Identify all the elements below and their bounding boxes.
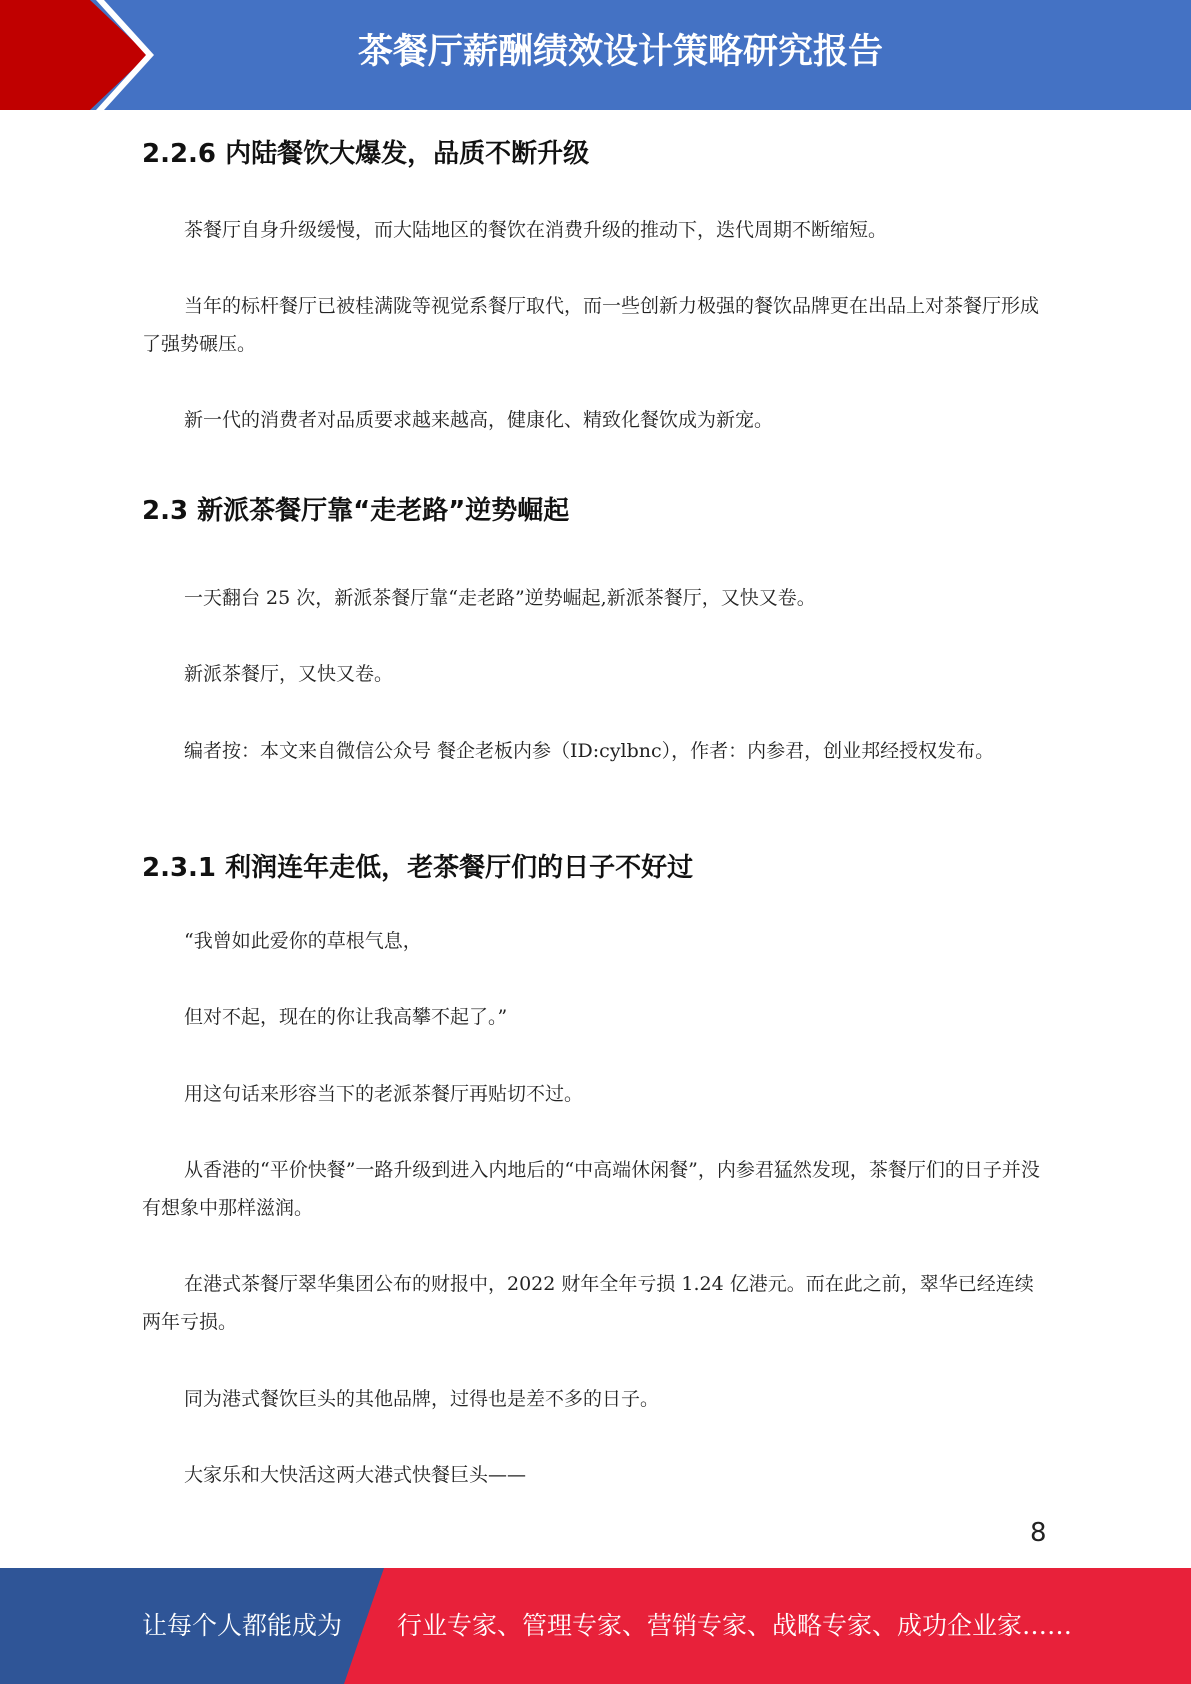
paragraph: 但对不起，现在的你让我高攀不起了。” bbox=[184, 1006, 508, 1028]
section-heading-2-2-6: 2.2.6 内陆餐饮大爆发，品质不断升级 bbox=[142, 139, 590, 169]
section-heading-2-3-1: 2.3.1 利润连年走低，老茶餐厅们的日子不好过 bbox=[142, 853, 694, 883]
paragraph: “我曾如此爱你的草根气息， bbox=[184, 930, 422, 952]
paragraph: 从香港的“平价快餐”一路升级到进入内地后的“中高端休闲餐”，内参君猛然发现，茶餐厅们的日子并没有想象中那样滋润。 bbox=[142, 1159, 1040, 1219]
section-heading-2-3: 2.3 新派茶餐厅靠“走老路”逆势崛起 bbox=[142, 496, 570, 526]
paragraph: 用这句话来形容当下的老派茶餐厅再贴切不过。 bbox=[184, 1083, 584, 1105]
footer-slogan-left: 让每个人都能成为 bbox=[142, 1611, 343, 1640]
page-header bbox=[0, 0, 1191, 110]
paragraph: 新派茶餐厅，又快又卷。 bbox=[184, 663, 394, 685]
paragraph: 当年的标杆餐厅已被桂满陇等视觉系餐厅取代，而一些创新力极强的餐饮品牌更在出品上对茶餐厅形成了强势碾压。 bbox=[142, 295, 1040, 355]
paragraph: 茶餐厅自身升级缓慢，而大陆地区的餐饮在消费升级的推动下，迭代周期不断缩短。 bbox=[184, 219, 888, 241]
paragraph: 同为港式餐饮巨头的其他品牌，过得也是差不多的日子。 bbox=[184, 1388, 660, 1410]
paragraph: 大家乐和大快活这两大港式快餐巨头—— bbox=[184, 1464, 527, 1486]
page-number: 8 bbox=[1030, 1518, 1047, 1548]
paragraph: 在港式茶餐厅翠华集团公布的财报中，2022 财年全年亏损 1.24 亿港元。而在此之前，翠华已经连续两年亏损。 bbox=[142, 1273, 1034, 1333]
report-title: 茶餐厅薪酬绩效设计策略研究报告 bbox=[357, 32, 883, 72]
page-footer bbox=[0, 1568, 1191, 1684]
footer-slogan-right: 行业专家、管理专家、营销专家、战略专家、成功企业家…… bbox=[397, 1611, 1073, 1640]
paragraph: 一天翻台 25 次，新派茶餐厅靠“走老路”逆势崛起,新派茶餐厅，又快又卷。 bbox=[184, 587, 816, 609]
paragraph: 新一代的消费者对品质要求越来越高，健康化、精致化餐饮成为新宠。 bbox=[184, 409, 774, 431]
paragraph: 编者按：本文来自微信公众号 餐企老板内参（ID:cylbnc），作者：内参君，创业邦经授权发布。 bbox=[184, 740, 995, 762]
